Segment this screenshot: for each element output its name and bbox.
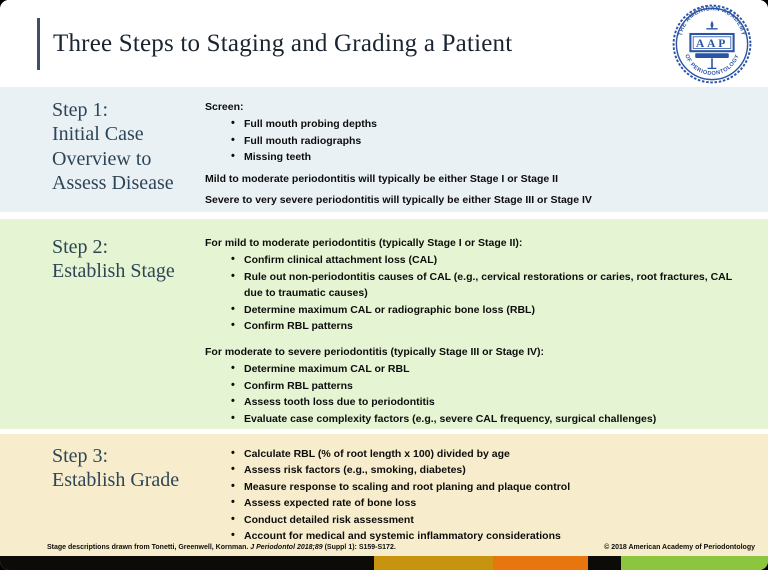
- bullet-item: • Assess expected rate of bone loss: [231, 495, 753, 511]
- header: [0, 0, 768, 87]
- bar-segment-5: [621, 556, 768, 570]
- heading-line: Step 2:: [52, 236, 109, 258]
- bullet-item: • Conduct detailed risk assessment: [231, 512, 753, 528]
- aap-seal-icon: [670, 4, 754, 84]
- bar-segment-2: [374, 556, 493, 570]
- bullet-item: • Assess tooth loss due to periodontitis: [231, 394, 753, 410]
- intro-text: For mild to moderate periodontitis (typically Stage I or Stage II):: [205, 237, 523, 249]
- steps-container: [0, 87, 768, 543]
- bullet-item: • Full mouth radiographs: [231, 133, 753, 149]
- bullet-item: • Full mouth probing depths: [231, 116, 753, 132]
- logo-flame-icon: [706, 20, 717, 28]
- intro-text: Screen:: [205, 101, 244, 113]
- logo-container: [670, 4, 754, 84]
- bullet-list: [231, 252, 753, 334]
- logo-bottom-text: OF PERIODONTOLOGY: [683, 53, 741, 77]
- bullet-item: • Measure response to scaling and root planing and plaque control: [231, 479, 753, 495]
- logo-banner: [695, 53, 729, 58]
- bullet-list: [231, 116, 753, 165]
- heading-line: Step 1:: [52, 99, 109, 121]
- logo-center-text: AAP: [695, 36, 729, 50]
- step-1-section: [0, 87, 768, 212]
- bullet-item: • Missing teeth: [231, 149, 753, 165]
- bullet-item: • Rule out non-periodontitis causes of CAL (e.g., cervical restorations or caries, root fractures, CAL due to traumatic causes): [231, 269, 753, 302]
- bar-segment-4: [588, 556, 621, 570]
- heading-line: Establish Stage: [52, 260, 175, 283]
- heading-line: Initial Case: [52, 123, 144, 146]
- title-accent-bar: [37, 18, 40, 70]
- step-3-content: [205, 434, 753, 543]
- step-2-heading: [0, 219, 205, 429]
- bullet-item: • Evaluate case complexity factors (e.g., severe CAL frequency, surgical challenges): [231, 411, 753, 427]
- step-3-section: [0, 434, 768, 543]
- bullet-item: • Confirm RBL patterns: [231, 378, 753, 394]
- bar-segment-3: [493, 556, 588, 570]
- heading-line: Overview to: [52, 147, 152, 170]
- copyright-text: © 2018 American Academy of Periodontology: [604, 543, 755, 551]
- bullet-item: • Confirm RBL patterns: [231, 318, 753, 334]
- step-3-heading: [0, 434, 205, 540]
- bullet-item: • Determine maximum CAL or RBL: [231, 361, 753, 377]
- step-1-heading: [0, 87, 205, 212]
- step-2-section: [0, 219, 768, 429]
- bullet-item: • Assess risk factors (e.g., smoking, diabetes): [231, 462, 753, 478]
- logo-torch-icon: [708, 58, 717, 68]
- bullet-item: • Account for medical and systemic inflammatory considerations: [231, 528, 753, 544]
- heading-line: Step 3:: [52, 445, 109, 467]
- bullet-item: • Confirm clinical attachment loss (CAL): [231, 252, 753, 268]
- bullet-list: [231, 361, 753, 427]
- citation-prefix: Stage descriptions drawn from Tonetti, Greenwell, Kornman.: [47, 543, 251, 551]
- heading-line: Assess Disease: [52, 172, 174, 195]
- note-text: Mild to moderate periodontitis will typically be either Stage I or Stage II: [205, 172, 558, 185]
- heading-line: Establish Grade: [52, 469, 180, 492]
- intro-text: For moderate to severe periodontitis (typically Stage III or Stage IV):: [205, 345, 544, 358]
- logo-top-text: THE AMERICAN ACADEMY: [677, 5, 747, 37]
- bottom-bar: [0, 556, 768, 570]
- step-2-content: [205, 219, 753, 429]
- bullet-list: [231, 446, 753, 545]
- bullet-item: • Calculate RBL (% of root length x 100) divided by age: [231, 446, 753, 462]
- bar-segment-1: [0, 556, 374, 570]
- bullet-item: • Determine maximum CAL or radiographic bone loss (RBL): [231, 302, 753, 318]
- step-1-content: [205, 87, 753, 212]
- page-title: Three Steps to Staging and Grading a Patient: [53, 29, 513, 57]
- citation-journal: J Periodontol 2018;89: [250, 543, 323, 551]
- citation-suffix: (Suppl 1): S159-S172.: [322, 543, 396, 551]
- note-text: Severe to very severe periodontitis will typically be either Stage III or Stage IV: [205, 194, 592, 207]
